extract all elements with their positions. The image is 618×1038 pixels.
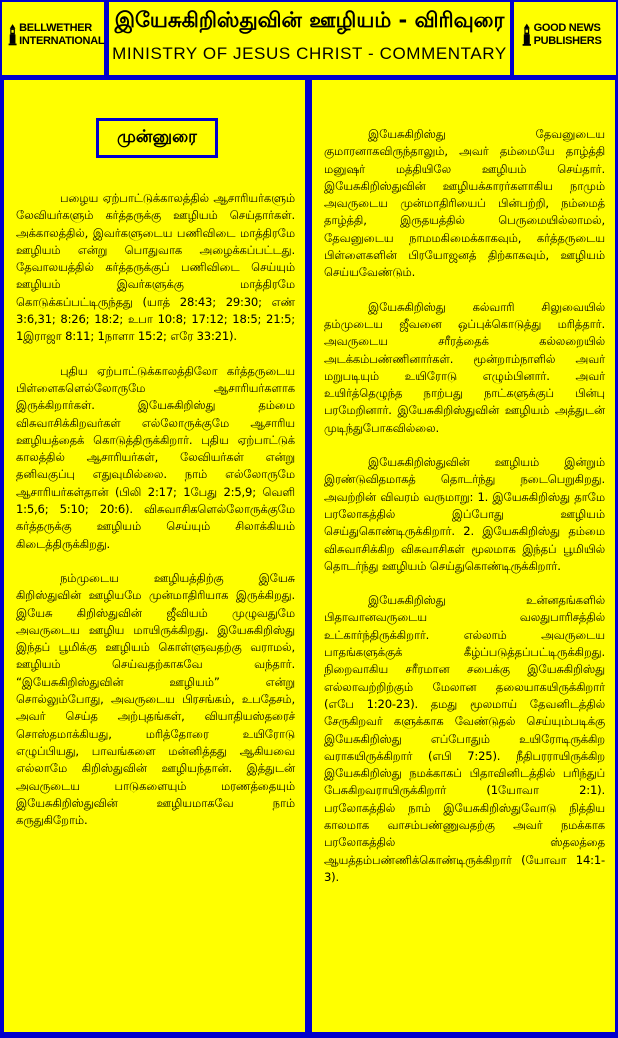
right-logo-text: GOOD NEWS PUBLISHERS	[533, 22, 602, 47]
paragraph: புதிய ஏற்பாட்டுக்காலத்திலோ கர்த்தருடைய பிள்ளைகளெல்லோருமே ஆசாரியர்களாக இருக்கிறார்கள். இயேசுகிறிஸ்து தம்மை விசுவாசிக்கிறவர்கள் எல்லோருக்குமே ஆசாரிய ஊழியத்தைக் கொடுத்திருக்கிறார். புதிய ஏற்பாட்டுக் காலத்தில் ஆசாரியர்கள், லேவியர்கள் என்று தனிவகுப்பு எதுவுமில்லை. நாம் எல்லோருமே ஆசாரியர்கள்தான் (பிலி 2:17; 1பேது 2:5,9; வெளி 1:5,6; 5:10; 20:6). விசுவாசிகளெல்லோருக்குமே கர்த்தருக்கு ஊழியம் செய்யும் சிலாக்கியம் கிடைத்திருக்கிறது.	[16, 363, 295, 551]
right-paragraphs	[324, 126, 605, 903]
paragraph: இயேசுகிறிஸ்துவின் ஊழியம் இன்றும் இரண்டுவிதமாகத் தொடர்ந்து நடைபெறுகிறது. அவற்றின் விவரம் வருமாறு: 1. இயேசுகிறிஸ்து தாமே பரலோகத்தில் இப்போது ஊழியம் செய்துகொண்டிருக்கிறார். 2. இயேசுகிறிஸ்து தம்மை விசுவாசிக்கிற விசுவாசிகள் மூலமாக இந்தப் பூமியில் தொடர்ந்து ஊழியம் செய்துகொண்டிருக்கிறார்.	[324, 455, 605, 573]
left-logo-text: BELLWETHER INTERNATIONAL	[19, 22, 105, 47]
right-column	[312, 80, 615, 1032]
left-logo-panel	[2, 2, 104, 75]
left-column	[4, 80, 305, 1032]
bell-tower-icon	[522, 16, 532, 54]
paragraph: இயேசுகிறிஸ்து தேவனுடைய குமாரனாகவிருந்தாலும், அவர் தம்மையே தாழ்த்தி மனுஷர் மத்தியிலே ஊழியம் செய்தார். இயேசுகிறிஸ்துவின் ஊழியக்காரர்களாகிய நாமும் அவருடைய முன்மாதிரியைப் பின்பற்றி, நம்மைத் தாழ்த்தி, இருதயத்தில் பெருமையில்லாமல், தேவனுடைய நாமமகிமைக்காகவும், கர்த்தருடைய பிள்ளைகளின் பிரயோஜனத் திற்காகவும், ஊழியம் செய்யவேண்டும்.	[324, 127, 605, 280]
title-panel	[109, 2, 510, 75]
page-title-tamil: இயேசுகிறிஸ்துவின் ஊழியம் - விரிவுரை	[114, 8, 505, 32]
section-heading-box	[96, 118, 218, 158]
left-paragraphs	[16, 190, 295, 846]
bellwether-logo	[8, 16, 111, 54]
right-logo-panel	[514, 2, 616, 75]
good-news-logo	[522, 16, 616, 54]
paragraph: இயேசுகிறிஸ்து கல்வாரி சிலுவையில் தம்முடைய ஜீவனை ஒப்புக்கொடுத்து மரித்தார். அவருடைய சரீரத்தைக் கல்லறையில் அடக்கம்பண்ணினார்கள். மூன்றாம்நாளில் அவர் மறுபடியும் உயிரோடு எழும்பினார். அவர் உயிர்த்தெழுந்த நாற்பது நாட்களுக்குப் பின்பு பரமேறினார். இயேசுகிறிஸ்துவின் ஊழியம் அத்துடன் முடிந்துபோகவில்லை.	[324, 299, 605, 435]
page-title-english: MINISTRY OF JESUS CHRIST - COMMENTARY	[112, 44, 507, 63]
paragraph: நம்முடைய ஊழியத்திற்கு இயேசு கிறிஸ்துவின் ஊழியமே முன்மாதிரியாக இருக்கிறது. இயேசு கிறிஸ்துவின் ஜீவியம் முழுவதுமே அவருடைய ஊழிய மாயிருக்கிறது. இயேசுகிறிஸ்து இந்தப் பூமிக்கு ஊழியம் கொள்ளுவதற்கு வராமல், ஊழியம் செய்வதற்காகவே வந்தார். “இயேசுகிறிஸ்துவின் ஊழியம்” என்று சொல்லும்போது, அவருடைய பிரசங்கம், உபதேசம், அவர் செய்த அற்புதங்கள், வியாதியஸ்தரைச் சொஸ்தமாக்கியது, மரித்தோரை உயிரோடு எழுப்பியது, பாவங்களை மன்னித்தது ஆகியவை எல்லாமே கிறிஸ்துவின் ஊழியந்தான். இத்துடன் அவருடைய பாடுகளையும் மரணத்தையும் இயேசுகிறிஸ்துவின் ஊழியமாகவே நாம் கருதுகிறோம்.	[16, 570, 295, 828]
paragraph: பழைய ஏற்பாட்டுக்காலத்தில் ஆசாரியர்களும் லேவியர்களும் கர்த்தருக்கு ஊழியம் செய்தார்கள். அக்காலத்தில், இவர்களுடைய பணிவிடை மாத்திரமே ஊழியம் என்று பொதுவாக அழைக்கப்பட்டது. தேவாலயத்தில் கர்த்தருக்குப் பணிவிடை செய்யும் ஊழியம் இவர்களுக்கு மாத்திரமே கொடுக்கப்பட்டிருந்தது (யாத் 28:43; 29:30; எண் 3:6,31; 8:26; 18:2; உபா 10:8; 17:12; 18:5; 21:5; 1இராஜா 8:11; 1நாளா 15:2; எரே 33:21).	[16, 191, 295, 344]
bell-tower-icon	[8, 16, 17, 54]
section-heading: முன்னுரை	[117, 127, 197, 147]
paragraph: இயேசுகிறிஸ்து உன்னதங்களில் பிதாவானவருடைய வலதுபாரிசத்தில் உட்கார்ந்திருக்கிறார். எல்லாம் அவருடைய பாதங்களுக்குக் கீழ்ப்படுத்தப்பட்டிருக்கிறது. நிறைவாகிய சரீரமான சபைக்கு இயேசுகிறிஸ்து எல்லாவற்றிற்கும் மேலான தலையாகயிருக்கிறார் (எபே 1:20-23). தமது மூலமாய் தேவனிடத்தில் சேருகிறவர் களுக்காக வேண்டுதல் செய்யும்படிக்கு இயேசுகிறிஸ்து எப்போதும் உயிரோடிருக்கிற வராகயிருக்கிறார் (எபி 7:25). நீதிபரராயிருக்கிற இயேசுகிறிஸ்து நமக்காகப் பிதாவினிடத்தில் பரிந்துப் பேசுகிறவராயிருக்கிறார் (1யோவா 2:1). பரலோகத்தில் நாம் இயேசுகிறிஸ்துவோடு நித்திய காலமாக வாசம்பண்ணுவதற்கு அவர் நமக்காக பரலோகத்தில் ஸ்தலத்தை ஆயத்தம்பண்ணிக்கொண்டிருக்கிறார் (யோவா 14:1-3).	[324, 593, 605, 884]
